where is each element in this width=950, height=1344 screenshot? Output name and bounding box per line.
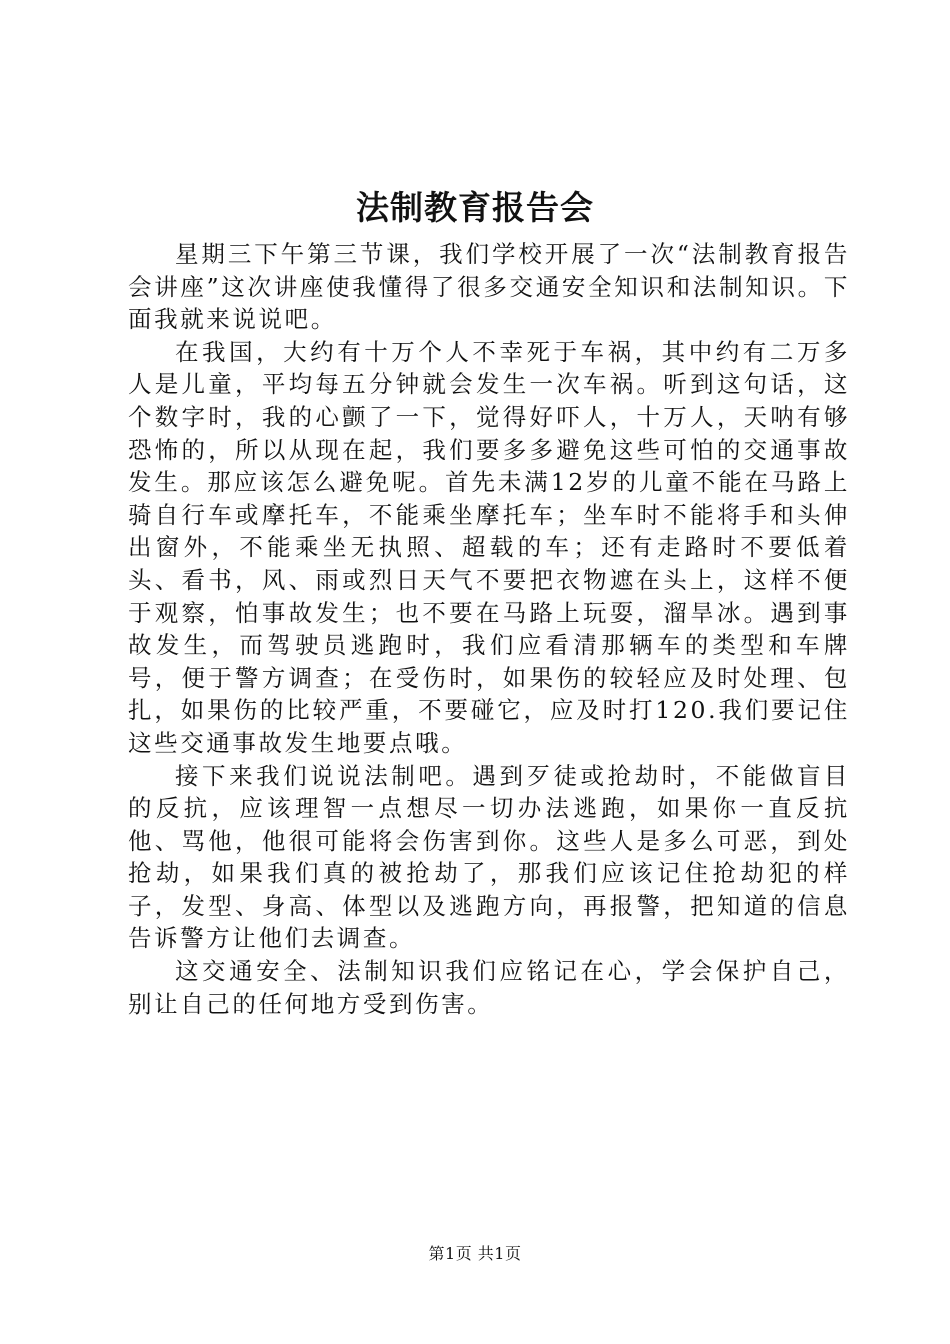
document-title: 法制教育报告会: [356, 188, 594, 227]
document-body: [128, 238, 850, 1020]
paragraph-2: 在我国，大约有十万个人不幸死于车祸，其中约有二万多人是儿童，平均每五分钟就会发生一次车祸。听到这句话，这个数字时，我的心颤了一下，觉得好吓人，十万人，天呐有够恐怖的，所以从现在起，我们要多多避免这些可怕的交通事故发生。那应该怎么避免呢。首先未满12岁的儿童不能在马路上骑自行车或摩托车，不能乘坐摩托车；坐车时不能将手和头伸出窗外，不能乘坐无执照、超载的车；还有走路时不要低着头、看书，风、雨或烈日天气不要把衣物遮在头上，这样不便于观察，怕事故发生；也不要在马路上玩耍，溜旱冰。遇到事故发生，而驾驶员逃跑时，我们应看清那辆车的类型和车牌号，便于警方调查；在受伤时，如果伤的较轻应及时处理、包扎，如果伤的比较严重，不要碰它，应及时打120.我们要记住这些交通事故发生地要点哦。: [128, 337, 850, 757]
page-footer: 第1页 共1页: [428, 1244, 522, 1263]
paragraph-3: 接下来我们说说法制吧。遇到歹徒或抢劫时，不能做盲目的反抗，应该理智一点想尽一切办法逃跑，如果你一直反抗他、骂他，他很可能将会伤害到你。这些人是多么可恶，到处抢劫，如果我们真的被抢劫了，那我们应该记住抢劫犯的样子，发型、身高、体型以及逃跑方向，再报警，把知道的信息告诉警方让他们去调查。: [128, 761, 850, 953]
paragraph-1: 星期三下午第三节课，我们学校开展了一次“法制教育报告会讲座”这次讲座使我懂得了很多交通安全知识和法制知识。下面我就来说说吧。: [128, 240, 850, 334]
paragraph-4: 这交通安全、法制知识我们应铭记在心，学会保护自己，别让自己的任何地方受到伤害。: [128, 957, 850, 1018]
